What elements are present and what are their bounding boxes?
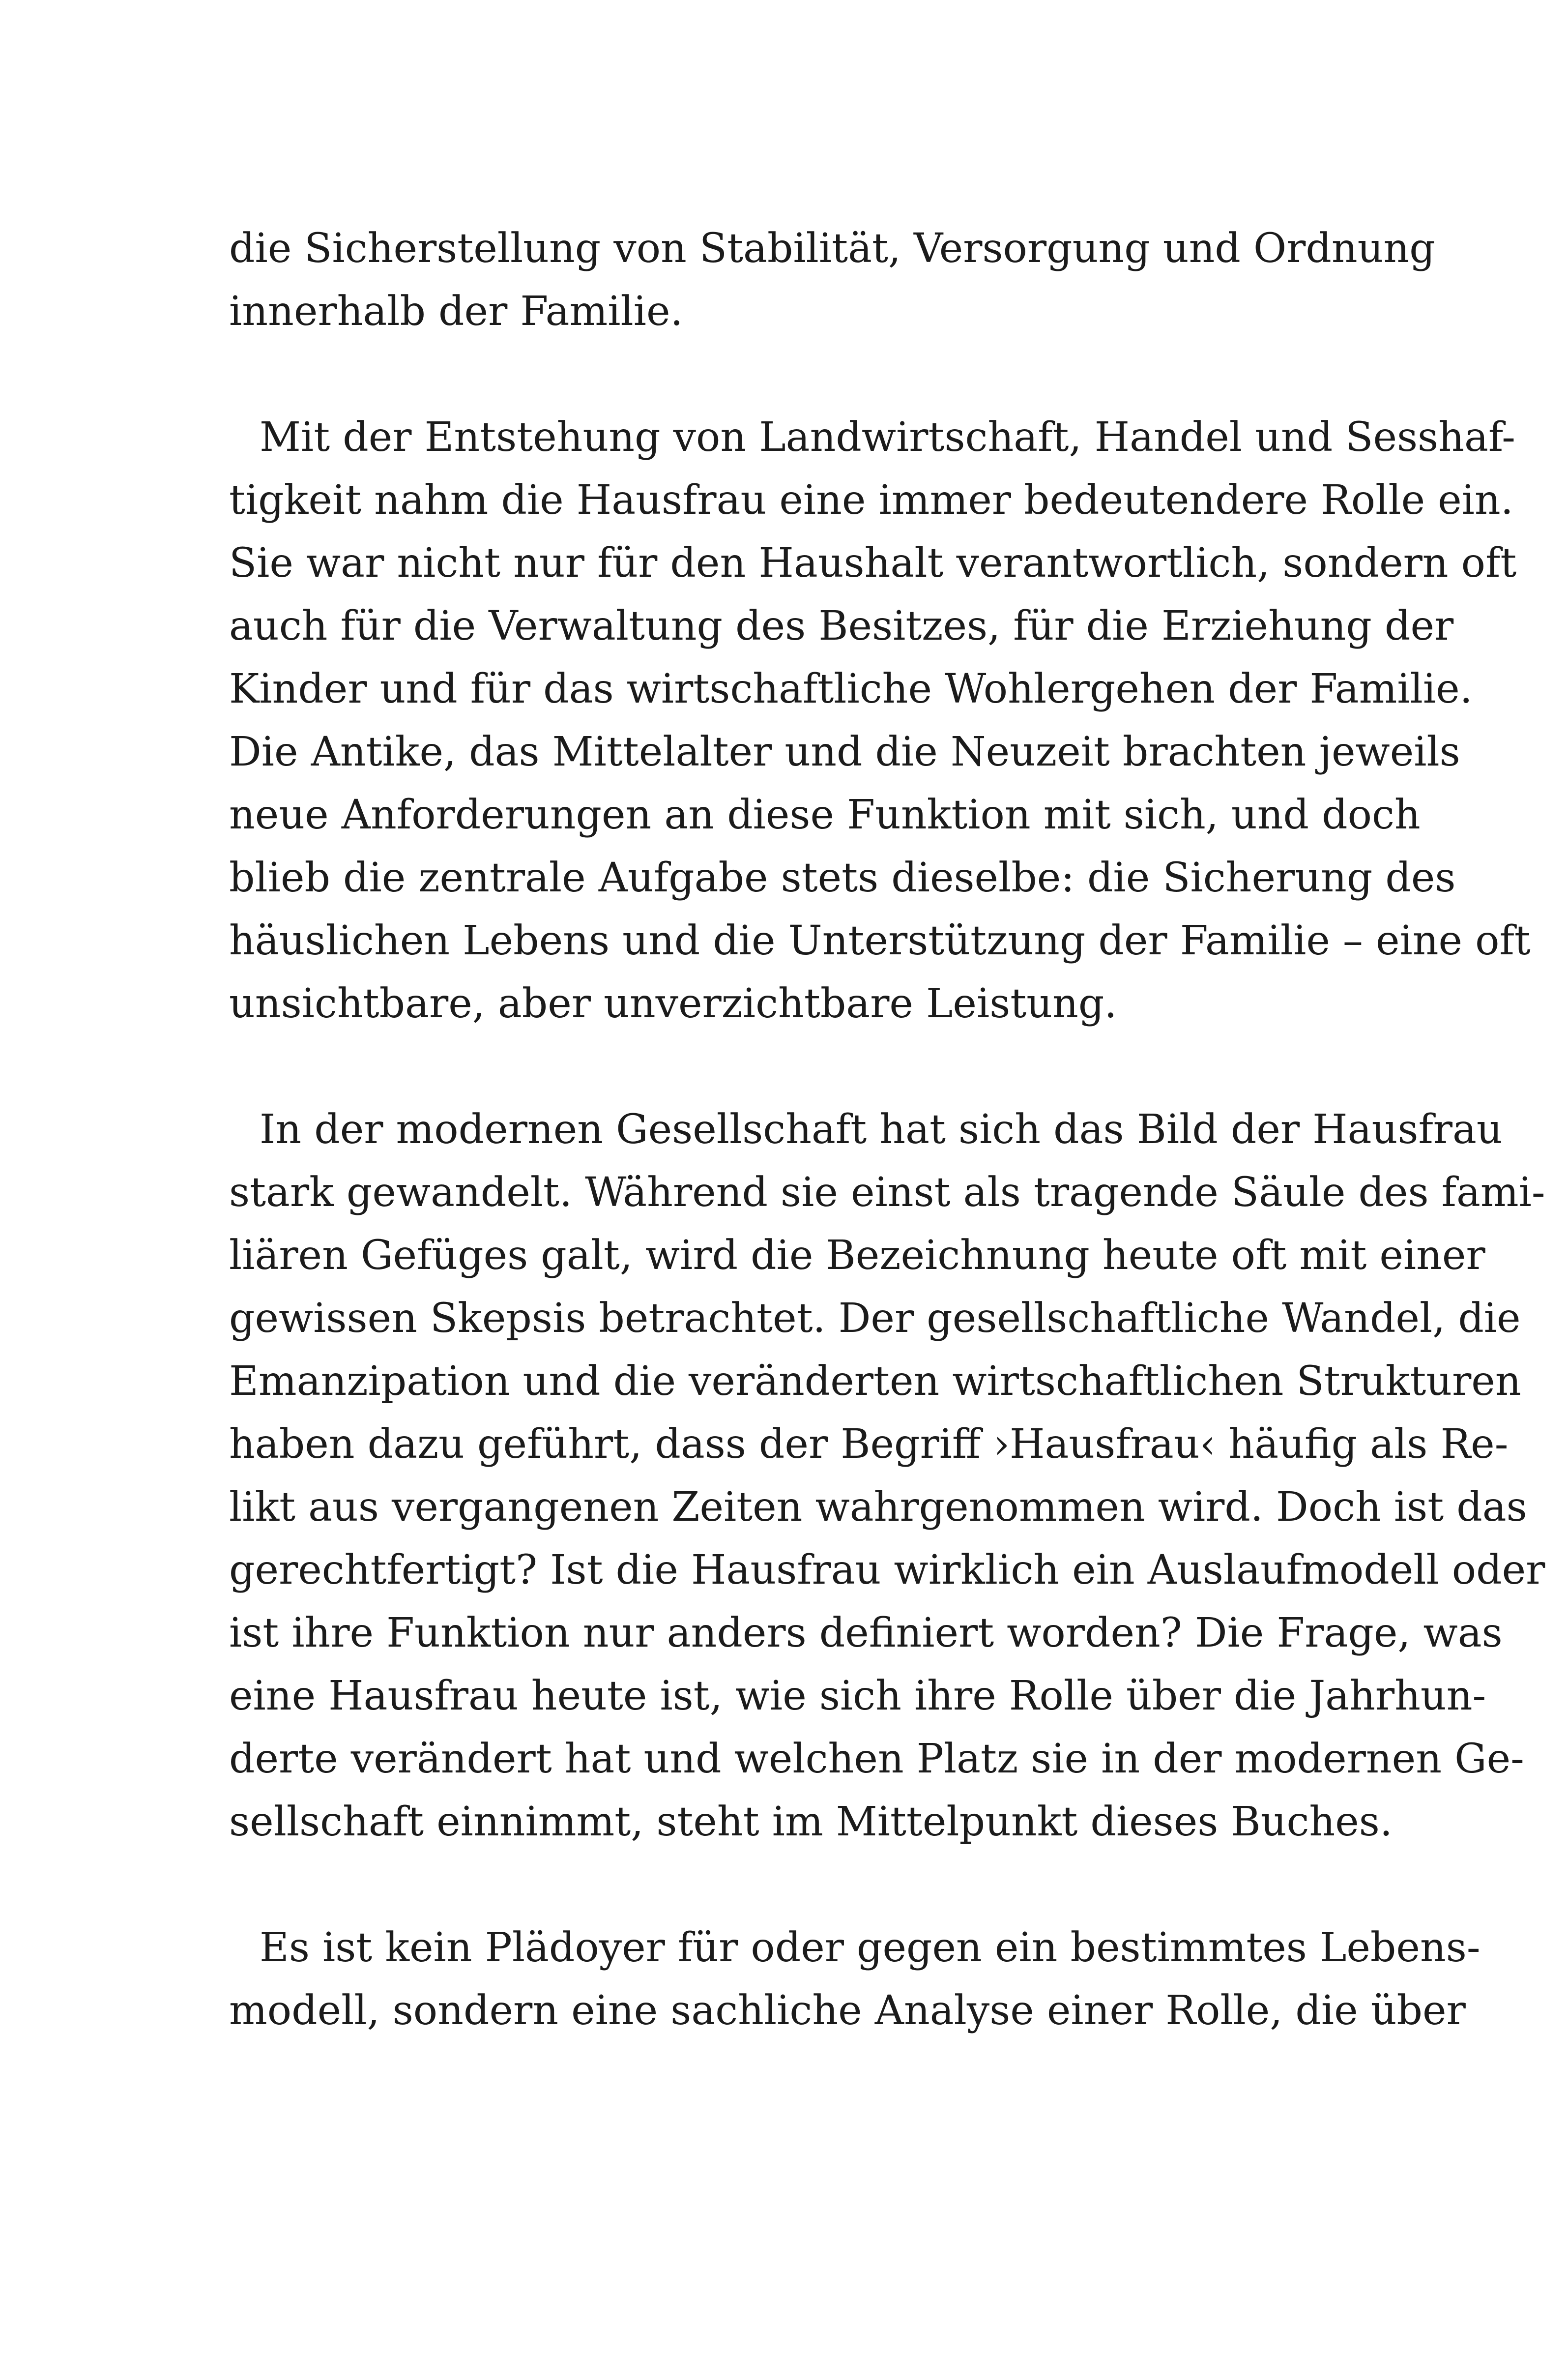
- text-line: tigkeit nahm die Hausfrau eine immer bedeutendere Rolle ein.: [229, 477, 1513, 524]
- paragraph-3: [229, 1098, 1545, 1854]
- text-line: Mit der Entstehung von Landwirtschaft, Handel und Sesshaf-: [260, 414, 1515, 461]
- text-line: likt aus vergangenen Zeiten wahrgenommen wird. Doch ist das: [229, 1484, 1527, 1531]
- text-line: Es ist kein Plädoyer für oder gegen ein bestimmtes Lebens-: [260, 1924, 1481, 1971]
- body-text: [229, 217, 1545, 2042]
- text-line: derte verändert hat und welchen Platz sie in der modernen Ge-: [229, 1736, 1524, 1782]
- text-line: sellschaft einnimmt, steht im Mittelpunkt dieses Buches.: [229, 1799, 1393, 1845]
- text-line: gerechtfertigt? Ist die Hausfrau wirklich ein Auslaufmodell oder: [229, 1547, 1545, 1593]
- paragraph-4: [229, 1917, 1481, 2042]
- text-line: gewissen Skepsis betrachtet. Der gesellschaftliche Wandel, die: [229, 1295, 1521, 1342]
- text-line: häuslichen Lebens und die Unterstützung der Familie – eine oft: [229, 917, 1531, 964]
- text-line: die Sicherstellung von Stabilität, Versorgung und Ordnung: [229, 225, 1435, 272]
- text-line: unsichtbare, aber unverzichtbare Leistung.: [229, 980, 1117, 1027]
- text-line: innerhalb der Familie.: [229, 288, 683, 335]
- text-line: stark gewandelt. Während sie einst als tragende Säule des fami-: [229, 1169, 1545, 1216]
- text-line: Emanzipation und die veränderten wirtschaftlichen Strukturen: [229, 1358, 1521, 1405]
- text-line: In der modernen Gesellschaft hat sich das Bild der Hausfrau: [260, 1106, 1503, 1153]
- text-line: Kinder und für das wirtschaftliche Wohlergehen der Familie.: [229, 666, 1473, 712]
- text-line: Die Antike, das Mittelalter und die Neuzeit brachten jeweils: [229, 729, 1460, 775]
- paragraph-2: [229, 406, 1531, 1035]
- text-line: neue Anforderungen an diese Funktion mit sich, und doch: [229, 792, 1421, 838]
- paragraph-1: [229, 217, 1435, 343]
- text-line: haben dazu geführt, dass der Begriff ›Hausfrau‹ häufig als Re-: [229, 1421, 1509, 1468]
- text-line: eine Hausfrau heute ist, wie sich ihre Rolle über die Jahrhun-: [229, 1673, 1486, 1719]
- paragraph-gap: [229, 1854, 1374, 1917]
- paragraph-gap: [229, 343, 1374, 406]
- text-line: Sie war nicht nur für den Haushalt verantwortlich, sondern oft: [229, 540, 1517, 587]
- text-line: modell, sondern eine sachliche Analyse einer Rolle, die über: [229, 1987, 1466, 2034]
- text-line: ist ihre Funktion nur anders definiert worden? Die Frage, was: [229, 1610, 1503, 1656]
- text-line: liären Gefüges galt, wird die Bezeichnung heute oft mit einer: [229, 1232, 1485, 1279]
- text-line: blieb die zentrale Aufgabe stets dieselbe: die Sicherung des: [229, 855, 1456, 901]
- text-line: auch für die Verwaltung des Besitzes, für die Erziehung der: [229, 603, 1454, 649]
- paragraph-gap: [229, 1035, 1374, 1098]
